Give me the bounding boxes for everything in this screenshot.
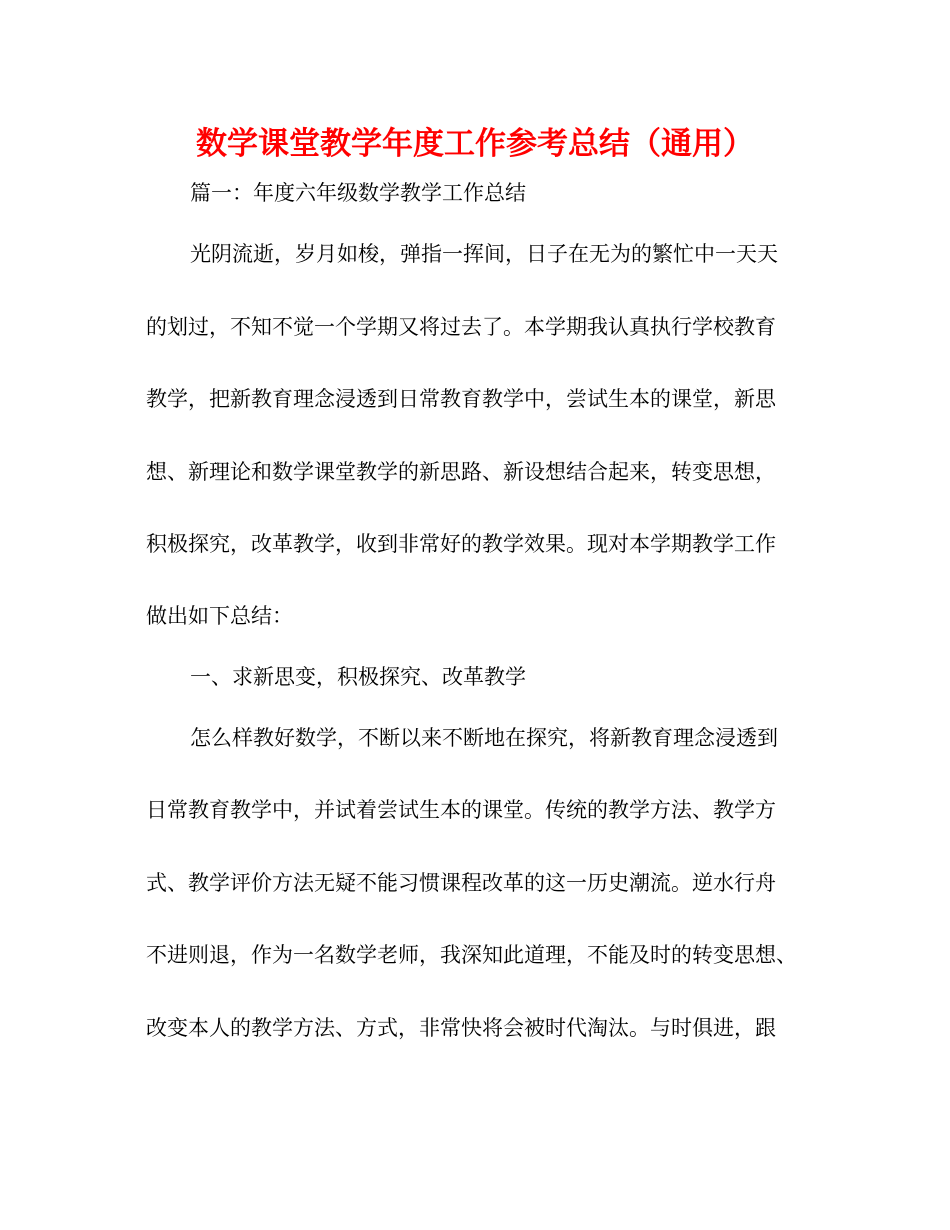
paragraph-line: 想、新理论和数学课堂教学的新思路、新设想结合起来，转变思想， <box>146 460 776 484</box>
paragraph-line: 怎么样教好数学，不断以来不断地在探究，将新教育理念浸透到 <box>190 726 778 750</box>
paragraph-line: 积极探究，改革教学，收到非常好的教学效果。现对本学期教学工作 <box>146 532 776 556</box>
paragraph-line: 不进则退，作为一名数学老师，我深知此道理，不能及时的转变思想、 <box>146 943 797 967</box>
section-heading-one: 一、求新思变，积极探究、改革教学 <box>190 665 526 689</box>
paragraph-line: 日常教育教学中，并试着尝试生本的课堂。传统的教学方法、教学方 <box>146 798 776 822</box>
paragraph-line: 光阴流逝，岁月如梭，弹指一挥间，日子在无为的繁忙中一天天 <box>190 242 778 266</box>
paragraph-line: 式、教学评价方法无疑不能习惯课程改革的这一历史潮流。逆水行舟 <box>146 871 776 895</box>
paragraph-line: 的划过，不知不觉一个学期又将过去了。本学期我认真执行学校教育 <box>146 315 776 339</box>
paragraph-line: 教学，把新教育理念浸透到日常教育教学中，尝试生本的课堂，新思 <box>146 387 776 411</box>
paragraph-line: 做出如下总结： <box>146 604 293 628</box>
paragraph-line: 改变本人的教学方法、方式，非常快将会被时代淘汰。与时俱进，跟 <box>146 1016 776 1040</box>
document-title: 数学课堂教学年度工作参考总结（通用） <box>196 126 754 162</box>
section-heading-part-one: 篇一：年度六年级数学教学工作总结 <box>190 181 526 205</box>
